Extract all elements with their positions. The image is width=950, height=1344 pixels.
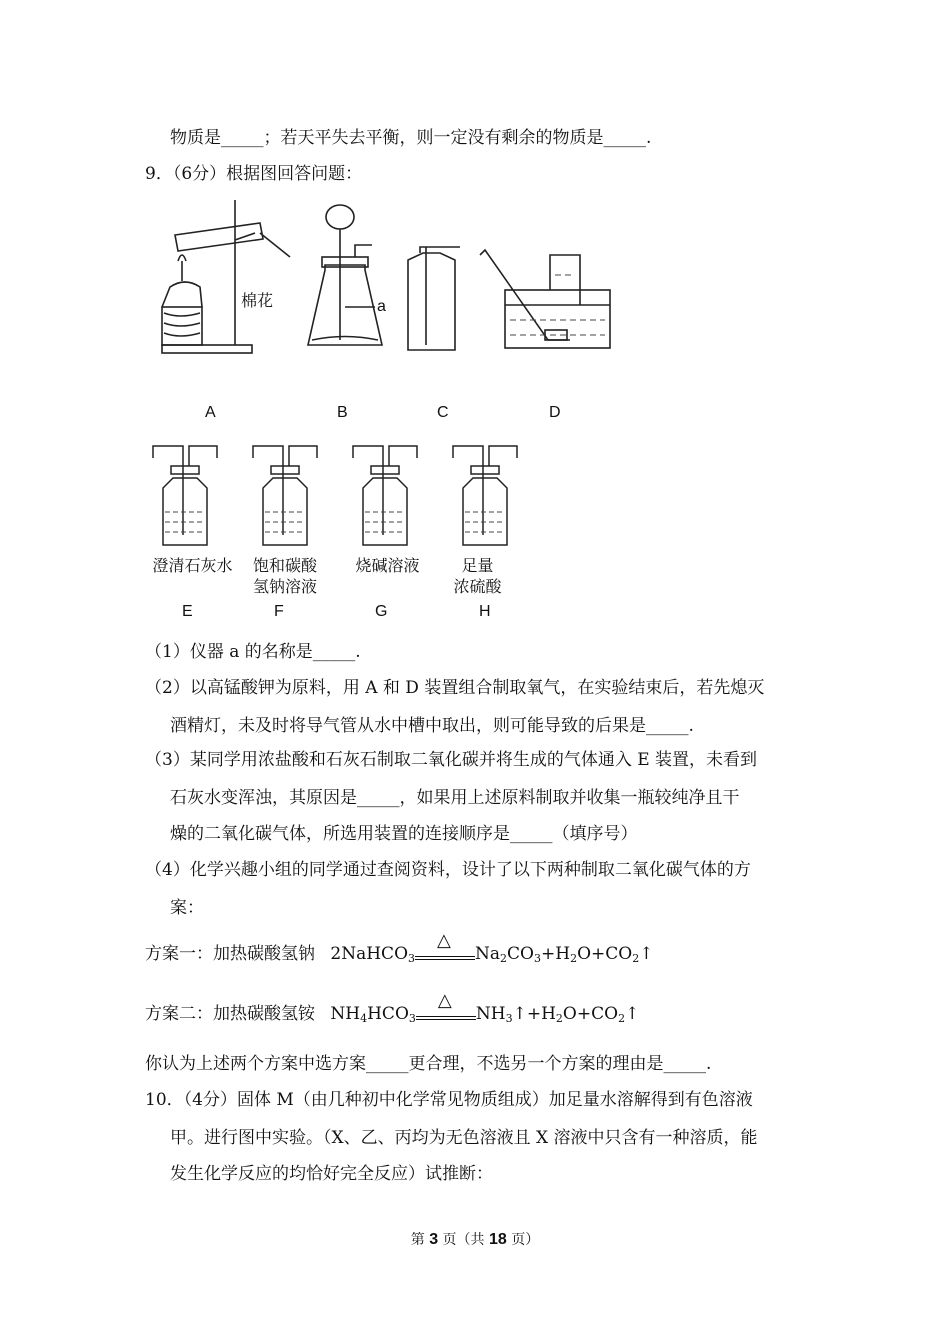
q9-part4-line1: （4）化学兴趣小组的同学通过查阅资料，设计了以下两种制取二氧化碳气体的方: [145, 860, 751, 880]
heat-arrow: △: [415, 944, 475, 966]
bottle-e-caption: 澄清石灰水: [152, 556, 233, 575]
q9-part2-line1: （2）以高锰酸钾为原料，用 A 和 D 装置组合制取氧气，在实验结束后，若先熄灭: [145, 678, 765, 698]
bottle-h-caption: 足量 浓硫酸: [453, 556, 502, 596]
bottle-f-caption: 饱和碳酸 氢钠溶液: [252, 556, 317, 596]
plan2-label: 方案二：加热碳酸氢铵: [145, 1004, 315, 1024]
eq1-left: 2NaHCO$_3$: [330, 944, 416, 965]
apparatus-figure-top: [150, 195, 620, 365]
plan1-equation: [145, 929, 654, 970]
label-G: G: [375, 603, 388, 620]
q9-part3-line3: 燥的二氧化碳气体，所选用装置的连接顺序是_____（填序号）: [170, 824, 638, 844]
label-C: C: [437, 404, 449, 421]
label-B: B: [337, 404, 348, 421]
eq1-right: $Na_2CO_3+H_2O+CO_2↑$: [475, 944, 654, 965]
plan2-equation: [145, 989, 640, 1030]
label-F: F: [274, 603, 284, 620]
wash-bottles-figure: [145, 440, 525, 550]
q9-conclusion: 你认为上述两个方案中选方案_____更合理，不选另一个方案的理由是_____.: [145, 1054, 712, 1074]
label-a: a: [377, 298, 386, 315]
bottle-g-caption: 烧碱溶液: [355, 556, 420, 575]
q9-part2-line2: 酒精灯，未及时将导气管从水中槽中取出，则可能导致的后果是_____.: [170, 716, 694, 736]
page-total: 18: [489, 1231, 507, 1248]
eq2-left: $NH_4HCO_3$: [330, 1004, 416, 1025]
page-footer: 第 3 页（共 18 页）: [410, 1231, 540, 1248]
page-number: 3: [429, 1231, 439, 1248]
label-D: D: [549, 404, 561, 421]
heat-arrow: △: [416, 1004, 476, 1026]
label-E: E: [182, 603, 193, 620]
plan1-label: 方案一：加热碳酸氢钠: [145, 944, 315, 964]
q9-part3-line2: 石灰水变浑浊，其原因是_____，如果用上述原料制取并收集一瓶较纯净且干: [170, 788, 740, 808]
label-H: H: [479, 603, 491, 620]
q9-part1: （1）仪器 a 的名称是_____.: [145, 642, 361, 662]
q9-title: 9．（6分）根据图回答问题：: [145, 164, 363, 184]
q10-line3: 发生化学反应的均恰好完全反应）试推断：: [170, 1164, 493, 1184]
q10-line2: 甲。进行图中实验。（X、乙、丙均为无色溶液且 X 溶液中只含有一种溶质，能: [170, 1128, 758, 1148]
q8-tail-line: 物质是_____；若天平失去平衡，则一定没有剩余的物质是_____.: [170, 128, 652, 148]
eq2-right: $NH_3↑+H_2O+CO_2↑$: [475, 1004, 640, 1025]
label-cotton: 棉花: [241, 293, 274, 310]
label-A: A: [205, 404, 216, 421]
q10-line1: 10．（4分）固体 M（由几种初中化学常见物质组成）加足量水溶解得到有色溶液: [145, 1090, 753, 1110]
q9-part3-line1: （3）某同学用浓盐酸和石灰石制取二氧化碳并将生成的气体通入 E 装置，未看到: [145, 750, 758, 770]
q9-part4-line2: 案：: [170, 898, 204, 918]
